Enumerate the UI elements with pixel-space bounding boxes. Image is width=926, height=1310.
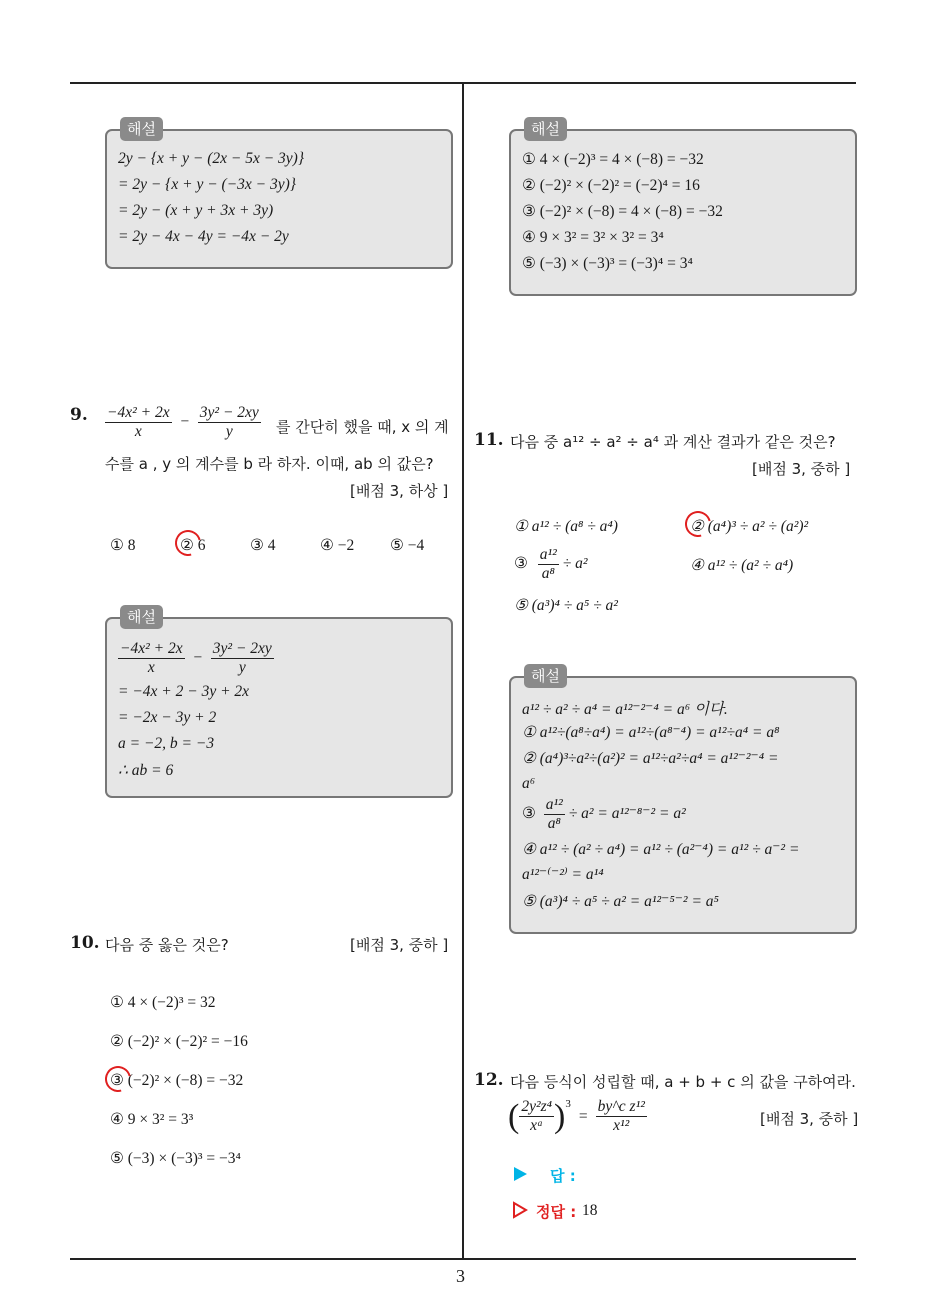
exponent: 3 bbox=[565, 1098, 571, 1110]
fraction-denominator: a⁸ bbox=[547, 815, 561, 832]
solution-line: = 2y − (x + y + 3x + 3y) bbox=[118, 202, 274, 219]
page-number: 3 bbox=[456, 1266, 465, 1286]
solution-line: ① 4 × (−2)³ = 4 × (−8) = −32 bbox=[522, 151, 704, 168]
solution-line: ④ 9 × 3² = 3² × 3² = 3⁴ bbox=[522, 229, 664, 246]
fraction-numerator: 3y² − 2xy bbox=[212, 640, 272, 657]
choice-rest: ÷ a² bbox=[562, 555, 588, 573]
question-text: 다음 중 옳은 것은? bbox=[105, 936, 229, 954]
question-number: 9. bbox=[70, 405, 88, 425]
solution-line: ① a¹²÷(a⁸÷a⁴) = a¹²÷(a⁸⁻⁴) = a¹²÷a⁴ = a⁸ bbox=[522, 724, 780, 741]
solution-tag: 해설 bbox=[524, 117, 567, 141]
question-number: 12. bbox=[474, 1070, 504, 1090]
question-text: 수를 a , y 의 계수를 b 라 하자. 이때, ab 의 값은? bbox=[105, 455, 434, 473]
choice-3[interactable]: ③ (−2)² × (−8) = −32 bbox=[110, 1072, 244, 1089]
solution-line: = −4x + 2 − 3y + 2x bbox=[118, 683, 250, 700]
solution-line: a = −2, b = −3 bbox=[118, 735, 215, 752]
bottom-rule bbox=[70, 1258, 856, 1260]
solution-line: a¹² ÷ a² ÷ a⁴ = a¹²⁻²⁻⁴ = a⁶ 이다. bbox=[522, 701, 728, 718]
choice-label: ③ bbox=[522, 805, 536, 823]
right-paren: ) bbox=[554, 1097, 566, 1135]
solution-line: = 2y − {x + y − (−3x − 3y)} bbox=[118, 176, 297, 193]
solution-line: a⁶ bbox=[522, 775, 536, 792]
fraction-denominator: a⁸ bbox=[541, 565, 555, 582]
choice-2[interactable]: ② (−2)² × (−2)² = −16 bbox=[110, 1033, 248, 1050]
answer-mark-circle bbox=[680, 506, 716, 542]
fraction-denominator: y bbox=[238, 659, 246, 676]
score-label: [배점 3, 중하 ] bbox=[760, 1110, 859, 1128]
equals-sign: = bbox=[578, 1107, 588, 1125]
score-label: [배점 3, 중하 ] bbox=[752, 460, 851, 478]
fraction-numerator: 2y²z⁴ bbox=[521, 1098, 553, 1115]
question-text: 를 간단히 했을 때, x 의 계 bbox=[276, 418, 449, 436]
solution-line: ∴ ab = 6 bbox=[118, 762, 174, 779]
solution-line: a¹²⁻⁽⁻²⁾ = a¹⁴ bbox=[522, 866, 604, 883]
choice-5[interactable]: ⑤ −4 bbox=[390, 537, 425, 554]
left-paren: ( bbox=[508, 1097, 520, 1135]
choice-3[interactable]: ③ 4 bbox=[250, 537, 276, 554]
solution-line: = −2x − 3y + 2 bbox=[118, 709, 217, 726]
fraction-denominator: x bbox=[134, 423, 142, 440]
solution-tag: 해설 bbox=[524, 664, 567, 688]
choice-4[interactable]: ④ −2 bbox=[320, 537, 355, 554]
solution-fraction-line bbox=[522, 796, 686, 833]
fraction-numerator: −4x² + 2x bbox=[107, 404, 170, 421]
fraction-denominator: x bbox=[147, 659, 155, 676]
solution-rest: ÷ a² = a¹²⁻⁸⁻² = a² bbox=[568, 805, 686, 823]
column-divider bbox=[462, 82, 464, 1260]
solution-tag: 해설 bbox=[120, 605, 163, 629]
choice-5[interactable]: ⑤ (−3) × (−3)³ = −3⁴ bbox=[110, 1150, 241, 1167]
solution-line: ④ a¹² ÷ (a² ÷ a⁴) = a¹² ÷ (a²⁻⁴) = a¹² ÷ a⁻² = bbox=[522, 841, 800, 858]
solution-line: ② (−2)² × (−2)² = (−2)⁴ = 16 bbox=[522, 177, 700, 194]
fraction-denominator: y bbox=[225, 423, 233, 440]
question-12-equation bbox=[508, 1098, 647, 1135]
choice-4[interactable]: ④ 9 × 3² = 3³ bbox=[110, 1111, 194, 1128]
answer-mark-circle bbox=[100, 1061, 136, 1097]
correct-answer-value: 18 bbox=[582, 1202, 598, 1219]
solution-tag: 해설 bbox=[120, 117, 163, 141]
fraction-denominator: xᵃ bbox=[530, 1117, 544, 1134]
choice-5[interactable]: ⑤ (a³)⁴ ÷ a⁵ ÷ a² bbox=[514, 597, 618, 614]
solution-line: 2y − {x + y − (2x − 5x − 3y)} bbox=[118, 150, 305, 167]
question-number: 10. bbox=[70, 933, 100, 953]
minus-sign: − bbox=[192, 649, 203, 667]
fraction-denominator: x¹² bbox=[613, 1117, 630, 1134]
solution-line: ② (a⁴)³÷a²÷(a²)² = a¹²÷a²÷a⁴ = a¹²⁻²⁻⁴ = bbox=[522, 750, 779, 767]
score-label: [배점 3, 하상 ] bbox=[350, 482, 449, 500]
answer-label: 답 : bbox=[550, 1167, 576, 1185]
fraction-numerator: a¹² bbox=[539, 546, 557, 563]
fraction-numerator: −4x² + 2x bbox=[120, 640, 183, 657]
choice-1[interactable]: ① 4 × (−2)³ = 32 bbox=[110, 994, 216, 1011]
choice-label: ③ bbox=[514, 555, 528, 573]
choice-4[interactable]: ④ a¹² ÷ (a² ÷ a⁴) bbox=[690, 557, 794, 574]
fraction-numerator: by^c z¹² bbox=[597, 1098, 645, 1115]
fraction-numerator: 3y² − 2xy bbox=[199, 404, 259, 421]
choice-3[interactable] bbox=[514, 546, 587, 583]
fraction-numerator: a¹² bbox=[545, 796, 563, 813]
solution-line: ③ (−2)² × (−8) = 4 × (−8) = −32 bbox=[522, 203, 723, 220]
answer-arrow-icon bbox=[514, 1167, 527, 1181]
solution-line: ⑤ (−3) × (−3)³ = (−3)⁴ = 3⁴ bbox=[522, 255, 693, 272]
choice-1[interactable]: ① a¹² ÷ (a⁸ ÷ a⁴) bbox=[514, 518, 618, 535]
solution-fraction-expression bbox=[118, 640, 274, 677]
question-text: 다음 중 a¹² ÷ a² ÷ a⁴ 과 계산 결과가 같은 것은? bbox=[510, 433, 836, 451]
choice-2[interactable]: ② 6 bbox=[180, 537, 206, 554]
correct-arrow-icon bbox=[512, 1201, 528, 1219]
answer-mark-circle bbox=[170, 525, 206, 561]
score-label: [배점 3, 중하 ] bbox=[350, 936, 449, 954]
solution-line: ⑤ (a³)⁴ ÷ a⁵ ÷ a² = a¹²⁻⁵⁻² = a⁵ bbox=[522, 893, 719, 910]
choice-1[interactable]: ① 8 bbox=[110, 537, 136, 554]
question-number: 11. bbox=[474, 430, 504, 450]
minus-sign: − bbox=[179, 413, 190, 431]
answer-input[interactable] bbox=[590, 1163, 790, 1185]
choice-2[interactable]: ② (a⁴)³ ÷ a² ÷ (a²)² bbox=[690, 518, 809, 535]
correct-answer-label: 정답 : bbox=[536, 1203, 577, 1221]
question-9-expression bbox=[105, 404, 261, 441]
question-text: 다음 등식이 성립할 때, a + b + c 의 값을 구하여라. bbox=[510, 1073, 856, 1091]
solution-line: = 2y − 4x − 4y = −4x − 2y bbox=[118, 228, 289, 245]
